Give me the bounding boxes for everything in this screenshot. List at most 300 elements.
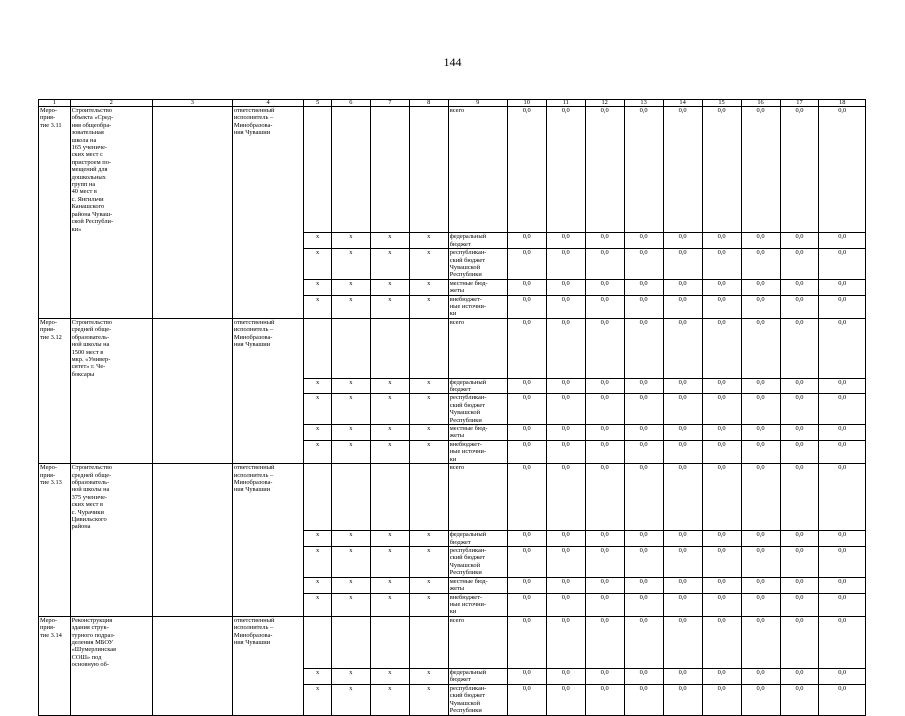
value-cell: 0,0 [624,378,663,394]
value-cell: 0,0 [819,378,866,394]
code-cell: x [409,279,448,295]
table-row [39,531,866,547]
code-cell: x [370,378,409,394]
measure-name-cell: Реконструкция здания струк- турного подраз- деления МБОУ «Шумерлинская СОШ» под основную об- [70,616,152,668]
value-cell: 0,0 [741,440,780,463]
measure-cell: Меро- прия- тие 3.11 [39,107,71,233]
value-cell: 0,0 [702,378,741,394]
value-cell: 0,0 [546,531,585,547]
responsible-cell [232,531,304,547]
value-cell: 0,0 [702,107,741,233]
value-cell: 0,0 [546,425,585,441]
table-row [39,547,866,578]
empty-cell [152,531,232,547]
value-cell: 0,0 [624,394,663,425]
value-cell: 0,0 [780,593,819,616]
value-cell: 0,0 [585,547,624,578]
value-cell: 0,0 [624,577,663,593]
funding-source-cell: внебюджет- ные источни- ки [448,295,507,318]
measure-name-cell [70,669,152,685]
code-cell: x [331,684,370,715]
funding-source-cell: всего [448,107,507,233]
value-cell: 0,0 [585,577,624,593]
responsible-cell [232,249,304,280]
value-cell: 0,0 [819,593,866,616]
measure-cell [39,394,71,425]
value-cell: 0,0 [741,547,780,578]
table-row [39,464,866,531]
value-cell: 0,0 [624,440,663,463]
value-cell: 0,0 [546,616,585,668]
value-cell: 0,0 [585,531,624,547]
value-cell: 0,0 [702,464,741,531]
value-cell: 0,0 [663,593,702,616]
code-cell: x [331,440,370,463]
funding-source-cell: республикан- ский бюджет Чувашской Республики [448,547,507,578]
funding-source-cell: местные бюд- жеты [448,279,507,295]
code-cell: x [331,295,370,318]
value-cell: 0,0 [663,394,702,425]
measure-name-cell: Строительство средней обще- образователь- ной школы на 375 учениче- ских мест в с. Чурачики Цивильского района [70,464,152,531]
code-cell: x [370,233,409,249]
code-cell: x [370,249,409,280]
table-row [39,279,866,295]
code-cell: x [304,684,331,715]
code-cell [304,464,331,531]
page-number: 144 [443,55,462,69]
table-row [39,233,866,249]
value-cell: 0,0 [507,547,546,578]
empty-cell [152,425,232,441]
value-cell: 0,0 [624,249,663,280]
value-cell: 0,0 [741,279,780,295]
value-cell: 0,0 [819,531,866,547]
empty-cell [152,378,232,394]
table-body [39,107,866,716]
measure-cell [39,249,71,280]
value-cell: 0,0 [819,669,866,685]
value-cell: 0,0 [741,394,780,425]
value-cell: 0,0 [624,616,663,668]
code-cell: x [409,669,448,685]
empty-cell [152,593,232,616]
value-cell: 0,0 [585,378,624,394]
measure-name-cell [70,440,152,463]
value-cell: 0,0 [702,279,741,295]
code-cell: x [409,593,448,616]
funding-source-cell: местные бюд- жеты [448,577,507,593]
value-cell: 0,0 [585,233,624,249]
value-cell: 0,0 [780,547,819,578]
value-cell: 0,0 [663,669,702,685]
value-cell: 0,0 [702,577,741,593]
value-cell: 0,0 [780,577,819,593]
column-header: 2 [70,100,152,107]
measure-name-cell: Строительство объекта «Сред- няя общеобра- зовательная школа на 165 учениче- ских мест с пристроем по- мещений для дошкольных групп на 40 мест в с. Янгильчи Канашского района Чуваш- ской Республи- ки» [70,107,152,233]
column-header: 13 [624,100,663,107]
value-cell: 0,0 [780,464,819,531]
value-cell: 0,0 [780,295,819,318]
column-header: 11 [546,100,585,107]
value-cell: 0,0 [819,616,866,668]
value-cell: 0,0 [585,669,624,685]
code-cell: x [370,279,409,295]
code-cell: x [370,531,409,547]
code-cell: x [409,378,448,394]
value-cell: 0,0 [819,249,866,280]
value-cell: 0,0 [663,547,702,578]
value-cell: 0,0 [507,616,546,668]
value-cell: 0,0 [546,249,585,280]
code-cell [370,318,409,378]
code-cell [370,464,409,531]
value-cell: 0,0 [585,440,624,463]
code-cell: x [331,593,370,616]
column-header: 18 [819,100,866,107]
value-cell: 0,0 [780,107,819,233]
measure-cell [39,440,71,463]
responsible-cell [232,577,304,593]
value-cell: 0,0 [546,547,585,578]
measure-name-cell [70,295,152,318]
value-cell: 0,0 [546,577,585,593]
value-cell: 0,0 [663,577,702,593]
value-cell: 0,0 [663,249,702,280]
value-cell: 0,0 [780,531,819,547]
value-cell: 0,0 [546,318,585,378]
measure-name-cell [70,378,152,394]
value-cell: 0,0 [624,425,663,441]
code-cell: x [370,295,409,318]
measure-cell [39,425,71,441]
value-cell: 0,0 [702,233,741,249]
table-row [39,425,866,441]
empty-cell [152,547,232,578]
value-cell: 0,0 [624,531,663,547]
value-cell: 0,0 [546,378,585,394]
code-cell: x [370,669,409,685]
value-cell: 0,0 [741,669,780,685]
code-cell: x [370,394,409,425]
table-row [39,669,866,685]
funding-source-cell: республикан- ский бюджет Чувашской Республики [448,249,507,280]
value-cell: 0,0 [741,233,780,249]
code-cell: x [409,233,448,249]
value-cell: 0,0 [546,233,585,249]
measure-cell [39,577,71,593]
measure-cell: Меро- прия- тие 3.14 [39,616,71,668]
column-header: 14 [663,100,702,107]
column-header: 4 [232,100,304,107]
code-cell: x [370,440,409,463]
value-cell: 0,0 [624,684,663,715]
responsible-cell: ответственный исполнитель – Минобразова- ния Чувашии [232,616,304,668]
value-cell: 0,0 [624,279,663,295]
value-cell: 0,0 [741,684,780,715]
table-row [39,577,866,593]
code-cell: x [331,577,370,593]
code-cell: x [409,531,448,547]
responsible-cell [232,279,304,295]
empty-cell [152,279,232,295]
value-cell: 0,0 [663,684,702,715]
value-cell: 0,0 [780,233,819,249]
value-cell: 0,0 [507,279,546,295]
measure-name-cell [70,547,152,578]
value-cell: 0,0 [546,295,585,318]
code-cell: x [409,577,448,593]
value-cell: 0,0 [741,531,780,547]
value-cell: 0,0 [819,279,866,295]
value-cell: 0,0 [624,233,663,249]
value-cell: 0,0 [663,464,702,531]
value-cell: 0,0 [507,233,546,249]
value-cell: 0,0 [780,394,819,425]
funding-source-cell: всего [448,616,507,668]
column-header: 6 [331,100,370,107]
measure-name-cell [70,233,152,249]
value-cell: 0,0 [507,440,546,463]
funding-source-cell: внебюджет- ные источни- ки [448,440,507,463]
code-cell: x [331,669,370,685]
code-cell: x [304,669,331,685]
column-header: 7 [370,100,409,107]
value-cell: 0,0 [507,684,546,715]
value-cell: 0,0 [702,295,741,318]
value-cell: 0,0 [624,547,663,578]
table-row [39,616,866,668]
budget-table [38,99,866,716]
empty-cell [152,249,232,280]
value-cell: 0,0 [741,425,780,441]
value-cell: 0,0 [741,464,780,531]
code-cell [409,616,448,668]
value-cell: 0,0 [702,531,741,547]
funding-source-cell: республикан- ский бюджет Чувашской Республики [448,394,507,425]
value-cell: 0,0 [663,279,702,295]
table-row [39,295,866,318]
value-cell: 0,0 [663,295,702,318]
measure-cell [39,295,71,318]
funding-source-cell: республикан- ский бюджет Чувашской Республики [448,684,507,715]
funding-source-cell: всего [448,464,507,531]
value-cell: 0,0 [780,378,819,394]
funding-source-cell: местные бюд- жеты [448,425,507,441]
value-cell: 0,0 [741,318,780,378]
code-cell: x [331,233,370,249]
funding-source-cell: внебюджет- ные источни- ки [448,593,507,616]
empty-cell [152,233,232,249]
value-cell: 0,0 [702,318,741,378]
table-row [39,249,866,280]
code-cell: x [304,233,331,249]
value-cell: 0,0 [546,464,585,531]
value-cell: 0,0 [624,107,663,233]
value-cell: 0,0 [819,464,866,531]
responsible-cell: ответственный исполнитель – Минобразова- ния Чувашии [232,464,304,531]
funding-source-cell: федеральный бюджет [448,669,507,685]
value-cell: 0,0 [780,279,819,295]
value-cell: 0,0 [546,593,585,616]
measure-name-cell [70,394,152,425]
measure-name-cell [70,593,152,616]
value-cell: 0,0 [507,577,546,593]
value-cell: 0,0 [819,107,866,233]
code-cell: x [409,440,448,463]
table-row [39,440,866,463]
measure-name-cell [70,279,152,295]
funding-source-cell: федеральный бюджет [448,531,507,547]
value-cell: 0,0 [741,593,780,616]
code-cell: x [409,425,448,441]
value-cell: 0,0 [546,107,585,233]
value-cell: 0,0 [585,279,624,295]
value-cell: 0,0 [507,669,546,685]
empty-cell [152,464,232,531]
value-cell: 0,0 [546,394,585,425]
column-header: 12 [585,100,624,107]
measure-name-cell [70,425,152,441]
value-cell: 0,0 [819,318,866,378]
code-cell [370,107,409,233]
empty-cell [152,440,232,463]
value-cell: 0,0 [663,425,702,441]
column-header: 8 [409,100,448,107]
code-cell: x [409,684,448,715]
column-header: 3 [152,100,232,107]
value-cell: 0,0 [663,440,702,463]
code-cell: x [409,547,448,578]
funding-source-cell: федеральный бюджет [448,378,507,394]
code-cell [331,464,370,531]
value-cell: 0,0 [702,249,741,280]
responsible-cell [232,394,304,425]
measure-name-cell [70,684,152,715]
responsible-cell [232,684,304,715]
value-cell: 0,0 [585,616,624,668]
measure-name-cell: Строительство средней обще- образователь- ной школы на 1500 мест в мкр. «Универ- ситет» г. Че- боксары [70,318,152,378]
code-cell: x [331,279,370,295]
value-cell: 0,0 [624,318,663,378]
responsible-cell: ответственный исполнитель – Минобразова- ния Чувашии [232,107,304,233]
measure-cell [39,547,71,578]
code-cell: x [409,295,448,318]
value-cell: 0,0 [624,593,663,616]
table-row [39,593,866,616]
value-cell: 0,0 [741,107,780,233]
code-cell: x [304,279,331,295]
empty-cell [152,577,232,593]
value-cell: 0,0 [741,378,780,394]
code-cell: x [331,547,370,578]
value-cell: 0,0 [585,464,624,531]
table-row [39,394,866,425]
value-cell: 0,0 [663,318,702,378]
column-header: 16 [741,100,780,107]
value-cell: 0,0 [819,547,866,578]
responsible-cell [232,378,304,394]
code-cell: x [304,295,331,318]
responsible-cell [232,233,304,249]
column-header: 5 [304,100,331,107]
value-cell: 0,0 [507,378,546,394]
code-cell: x [331,425,370,441]
column-header: 1 [39,100,71,107]
code-cell: x [331,249,370,280]
value-cell: 0,0 [702,684,741,715]
column-header: 9 [448,100,507,107]
column-header: 17 [780,100,819,107]
code-cell [331,318,370,378]
value-cell: 0,0 [741,295,780,318]
value-cell: 0,0 [663,378,702,394]
measure-cell: Меро- прия- тие 3.12 [39,318,71,378]
code-cell: x [304,593,331,616]
value-cell: 0,0 [819,394,866,425]
measure-name-cell [70,577,152,593]
value-cell: 0,0 [624,669,663,685]
value-cell: 0,0 [780,249,819,280]
responsible-cell [232,669,304,685]
value-cell: 0,0 [741,249,780,280]
value-cell: 0,0 [819,233,866,249]
header-row [39,100,866,107]
value-cell: 0,0 [624,464,663,531]
code-cell [304,616,331,668]
value-cell: 0,0 [819,684,866,715]
measure-cell [39,684,71,715]
code-cell: x [304,577,331,593]
value-cell: 0,0 [780,425,819,441]
value-cell: 0,0 [819,440,866,463]
column-header: 10 [507,100,546,107]
table-row [39,107,866,233]
responsible-cell [232,295,304,318]
code-cell: x [370,425,409,441]
code-cell: x [370,684,409,715]
value-cell: 0,0 [702,669,741,685]
table-row [39,378,866,394]
value-cell: 0,0 [819,425,866,441]
value-cell: 0,0 [585,107,624,233]
value-cell: 0,0 [507,531,546,547]
value-cell: 0,0 [702,425,741,441]
code-cell: x [331,531,370,547]
code-cell: x [331,378,370,394]
value-cell: 0,0 [546,440,585,463]
empty-cell [152,295,232,318]
value-cell: 0,0 [702,547,741,578]
code-cell: x [304,531,331,547]
empty-cell [152,684,232,715]
measure-name-cell [70,531,152,547]
funding-source-cell: всего [448,318,507,378]
code-cell: x [370,577,409,593]
value-cell: 0,0 [702,394,741,425]
code-cell: x [304,425,331,441]
responsible-cell [232,440,304,463]
value-cell: 0,0 [507,318,546,378]
code-cell [409,318,448,378]
value-cell: 0,0 [819,295,866,318]
code-cell: x [304,547,331,578]
responsible-cell [232,593,304,616]
value-cell: 0,0 [702,440,741,463]
value-cell: 0,0 [507,464,546,531]
value-cell: 0,0 [507,295,546,318]
value-cell: 0,0 [780,684,819,715]
value-cell: 0,0 [702,593,741,616]
